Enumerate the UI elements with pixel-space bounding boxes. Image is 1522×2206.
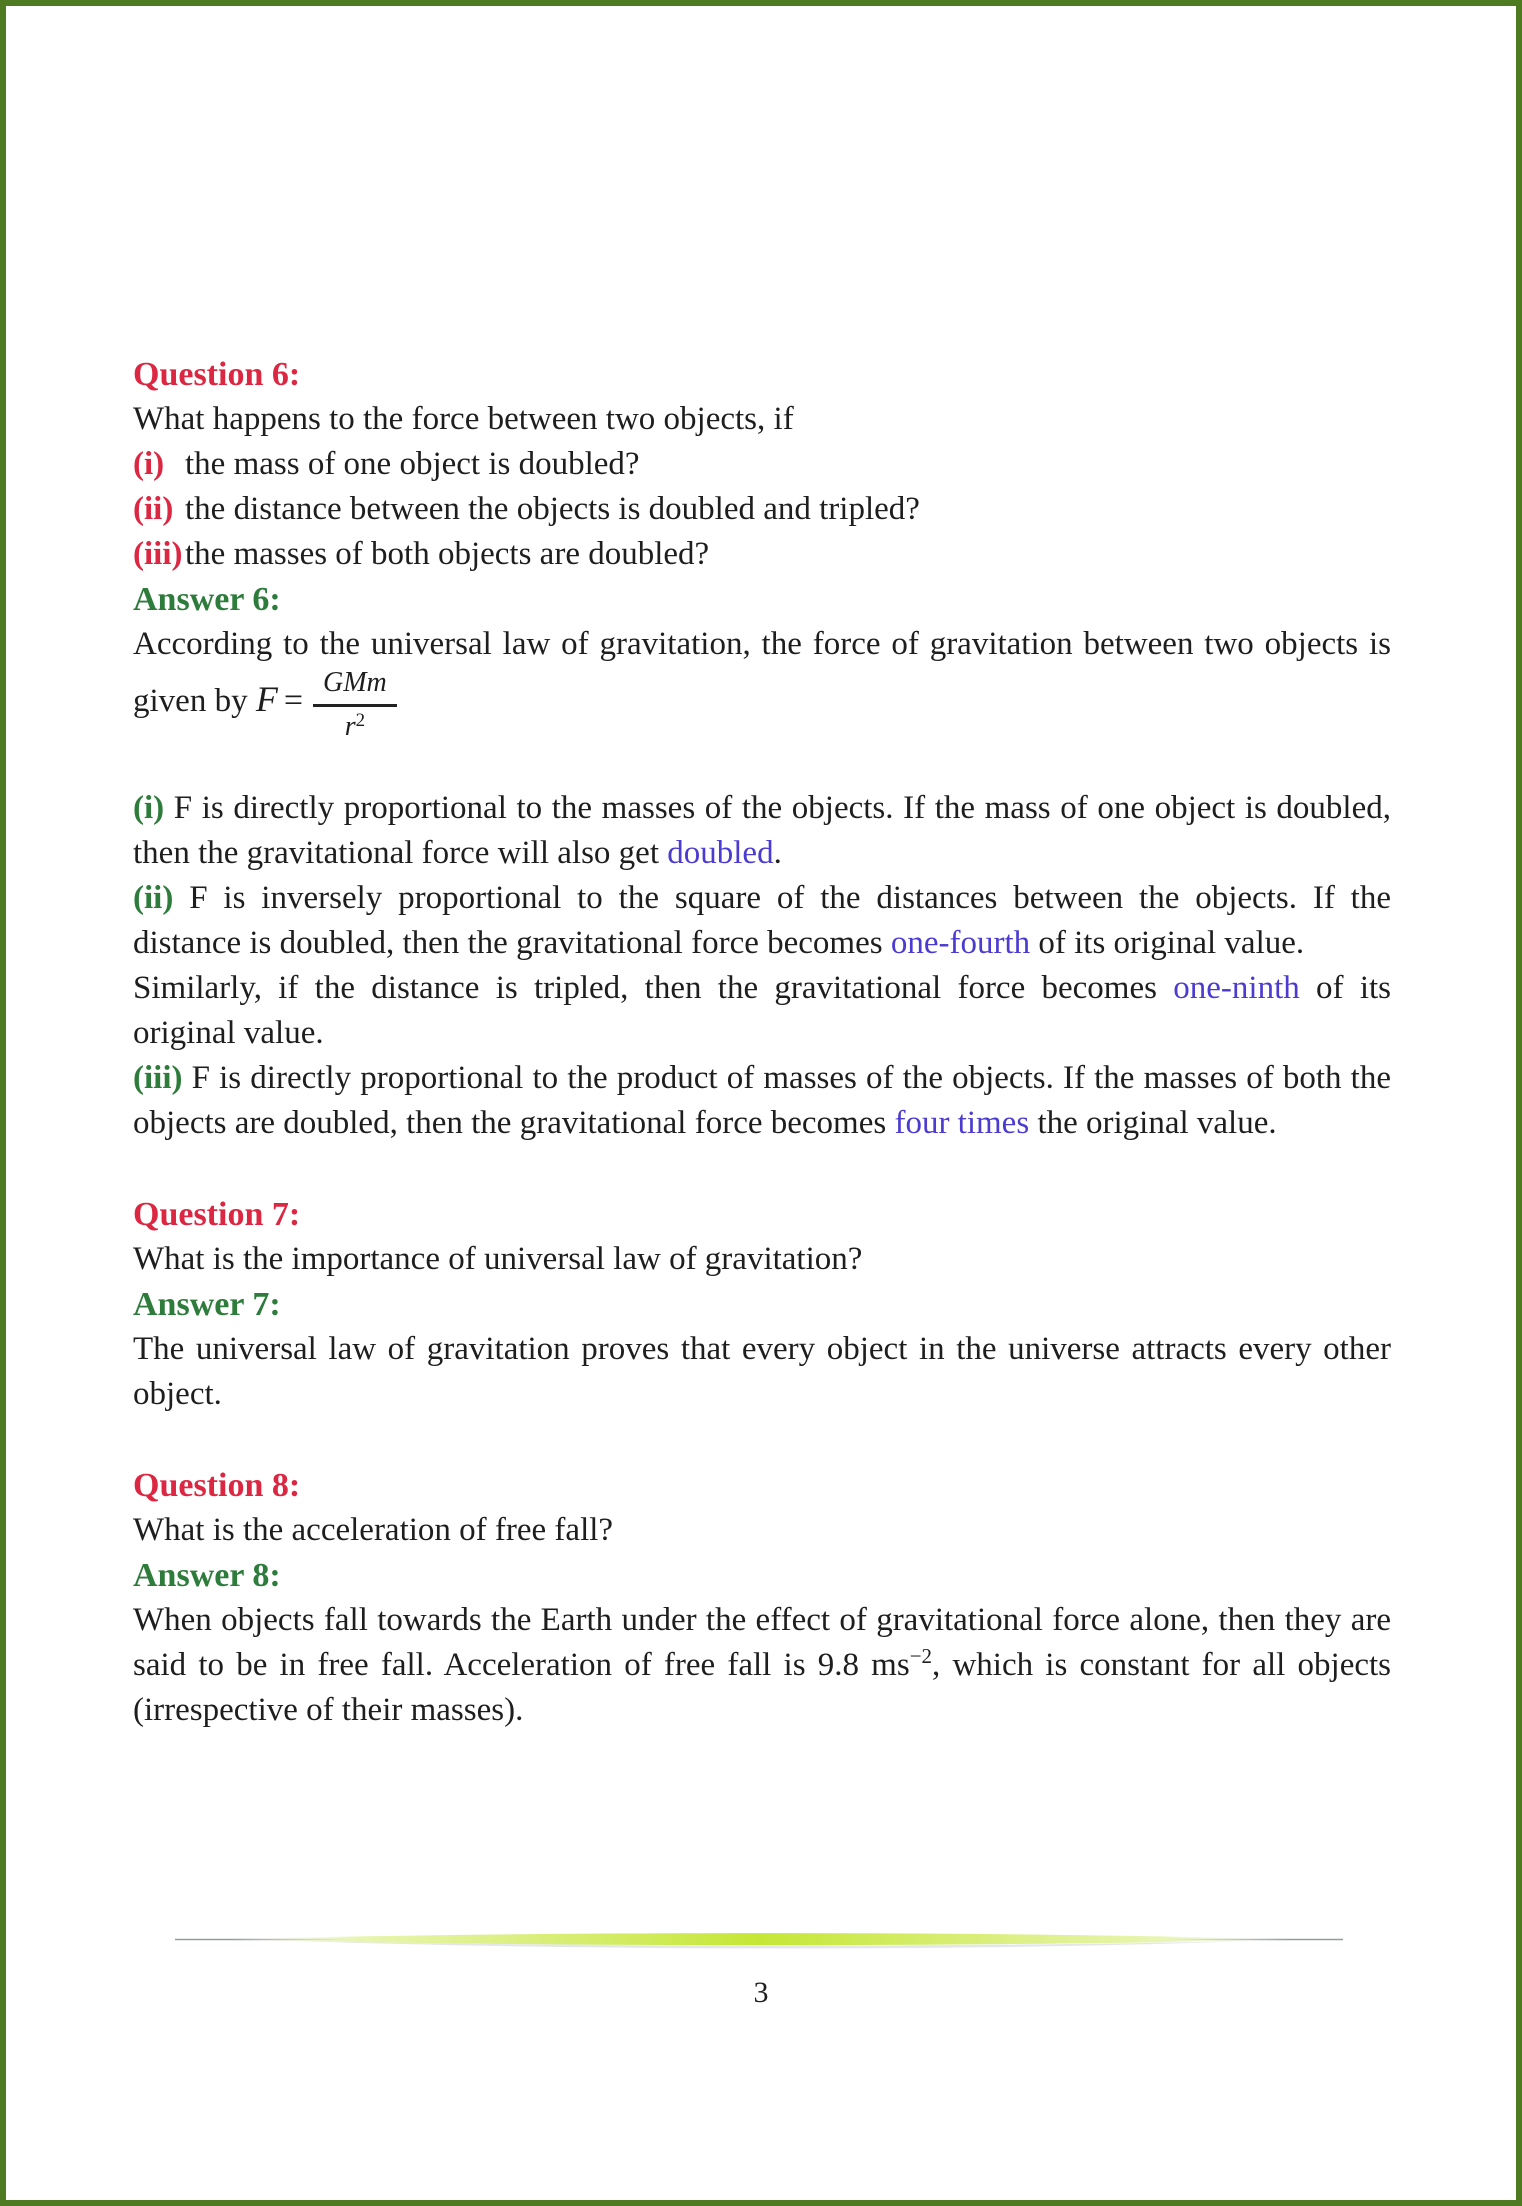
question-8-heading: Question 8: bbox=[133, 1467, 301, 1504]
point-highlight: four times bbox=[894, 1105, 1030, 1141]
point-highlight: one-ninth bbox=[1173, 970, 1300, 1006]
question-6-item-i bbox=[133, 442, 1391, 487]
answer-6-point-i bbox=[133, 786, 1391, 876]
question-6-item-ii bbox=[133, 487, 1391, 532]
formula-lhs: F bbox=[255, 679, 278, 719]
answer-6-intro-text: According to the universal law of gravitation, the force of gravitation between two objects is given by bbox=[133, 626, 1391, 719]
formula-equals: = bbox=[283, 682, 304, 719]
page-content bbox=[133, 352, 1391, 1733]
formula-denominator-exponent: 2 bbox=[355, 710, 366, 731]
formula-denominator bbox=[313, 707, 397, 741]
point-text-after: of its original value. bbox=[133, 970, 1392, 1051]
question-8-text: What is the acceleration of free fall? bbox=[133, 1512, 614, 1548]
point-text: F is directly proportional to the product of masses of the objects. If the masses of both the objects are doubled, then the gravitational force becomes bbox=[133, 1060, 1391, 1141]
answer-6-heading: Answer 6: bbox=[133, 581, 281, 618]
formula-numerator: GMm bbox=[313, 667, 397, 707]
page-number: 3 bbox=[753, 1976, 769, 2009]
gravitation-formula bbox=[255, 667, 399, 742]
answer-6-point-similarly bbox=[133, 966, 1391, 1056]
formula-denominator-base: r bbox=[344, 711, 356, 742]
answer-6-point-ii bbox=[133, 876, 1391, 966]
question-6-item-iii bbox=[133, 532, 1391, 577]
item-marker: (i) bbox=[133, 446, 165, 482]
point-text: F is inversely proportional to the square of the distances between the objects. If the distance is doubled, then the gravitational force becomes bbox=[133, 880, 1391, 961]
point-text-after: . bbox=[773, 835, 782, 871]
point-marker: (ii) bbox=[133, 880, 174, 916]
question-7-text: What is the importance of universal law of gravitation? bbox=[133, 1241, 863, 1277]
answer-8-before: When objects fall towards the Earth under the effect of gravitational force alone, then they are said to be in free fall. Acceleration of free fall is 9.8 ms bbox=[133, 1602, 1391, 1683]
point-highlight: one-fourth bbox=[890, 925, 1031, 961]
question-6-heading: Question 6: bbox=[133, 356, 301, 393]
answer-8-after: , which is constant for all objects (irrespective of their masses). bbox=[133, 1647, 1391, 1728]
point-text: Similarly, if the distance is tripled, then the gravitational force becomes bbox=[133, 970, 1174, 1006]
item-marker: (ii) bbox=[133, 491, 174, 527]
exponent-superscript: −2 bbox=[909, 1644, 933, 1668]
answer-6-point-iii bbox=[133, 1056, 1391, 1146]
point-marker: (i) bbox=[133, 790, 165, 826]
section-divider bbox=[175, 1928, 1343, 1952]
answer-7-text: The universal law of gravitation proves that every object in the universe attracts every other object. bbox=[133, 1331, 1391, 1412]
point-text: F is directly proportional to the masses of the objects. If the mass of one object is doubled, then the gravitational force will also get bbox=[133, 790, 1391, 871]
point-text-after: the original value. bbox=[1029, 1105, 1277, 1141]
item-text: the mass of one object is doubled? bbox=[185, 446, 640, 482]
item-marker: (iii) bbox=[133, 536, 183, 572]
formula-fraction bbox=[313, 667, 397, 741]
point-highlight: doubled bbox=[667, 835, 774, 871]
question-6-intro: What happens to the force between two objects, if bbox=[133, 401, 794, 437]
point-marker: (iii) bbox=[133, 1060, 183, 1096]
answer-6-intro-paragraph bbox=[133, 622, 1391, 741]
answer-8-heading: Answer 8: bbox=[133, 1557, 281, 1594]
point-text-after: of its original value. bbox=[1030, 925, 1305, 961]
item-text: the masses of both objects are doubled? bbox=[185, 536, 710, 572]
item-text: the distance between the objects is doubled and tripled? bbox=[185, 491, 920, 527]
divider-lens-graphic bbox=[175, 1928, 1343, 1952]
answer-8-text bbox=[133, 1598, 1391, 1733]
answer-7-heading: Answer 7: bbox=[133, 1286, 281, 1323]
question-7-heading: Question 7: bbox=[133, 1196, 301, 1233]
